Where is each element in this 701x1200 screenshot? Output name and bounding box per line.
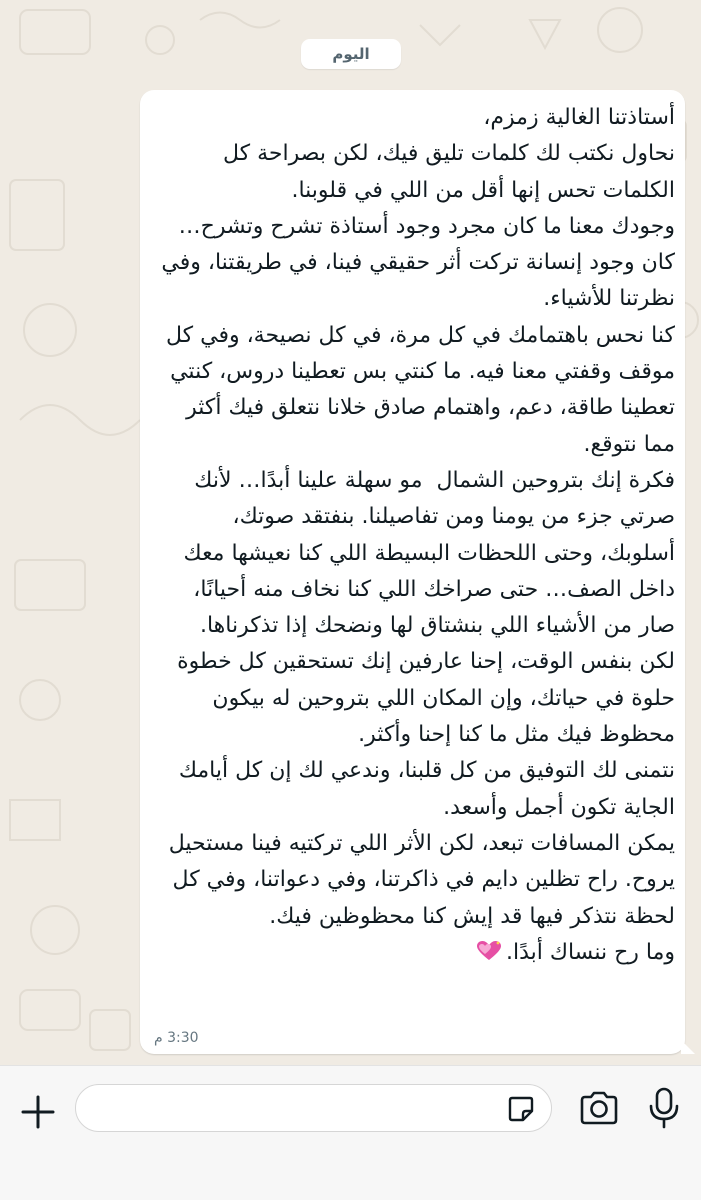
- bubble-tail: [681, 1040, 695, 1054]
- two-hearts-icon: [476, 938, 502, 960]
- composer-bar: [0, 1065, 701, 1200]
- message-text: [152, 100, 675, 971]
- message-bubble[interactable]: [140, 90, 685, 1054]
- message-input[interactable]: [92, 1085, 496, 1133]
- date-separator-chip: اليوم: [301, 39, 401, 69]
- camera-icon[interactable]: [578, 1090, 620, 1126]
- message-input-field[interactable]: [75, 1084, 552, 1132]
- message-timestamp: 3:30 م: [154, 1030, 199, 1046]
- plus-icon[interactable]: [18, 1092, 58, 1132]
- sticker-icon[interactable]: [507, 1095, 535, 1123]
- message-body: أستاذتنا الغالية زمزم، نحاول نكتب لك كلمات تليق فيك، لكن بصراحة كل الكلمات تحس إنها أقل من اللي في قلوبنا. وجودك معنا ما كان مجرد وجود أستاذة تشرح وتشرح… كان وجود إنسانة تركت أثر حقيقي فينا، في طريقتنا، وفي نظرتنا للأشياء. كنا نحس باهتمامك في كل مرة، في كل نصيحة، وفي كل موقف وقفتي معنا فيه. ما كنتي بس تعطينا دروس، كنتي تعطينا طاقة، دعم، واهتمام صادق خلانا نتعلق فيك أكثر مما نتوقع. فكرة إنك بتروحين الشمال مو سهلة علينا أبدًا… لأنك صرتي جزء من يومنا ومن تفاصيلنا. بنفتقد صوتك، أسلوبك، وحتى اللحظات البسيطة اللي كنا نعيشها معك داخل الصف… حتى صراخك اللي كنا نخاف منه أحيانًا، صار من الأشياء اللي بنشتاق لها ونضحك إذا تذكرناها. لكن بنفس الوقت، إحنا عارفين إنك تستحقين كل خطوة حلوة في حياتك، وإن المكان اللي بتروحين له بيكون محظوظ فيك مثل ما كنا إحنا وأكثر. نتمنى لك التوفيق من كل قلبنا، وندعي لك إن كل أيامك الجاية تكون أجمل وأسعد. يمكن المسافات تبعد، لكن الأثر اللي تركتيه فينا مستحيل يروح. راح تظلين دايم في ذاكرتنا، وفي دعواتنا، وفي كل لحظة نتذكر فيها قد إيش كنا محظوظين فيك. وما رح ننساك أبدًا.: [161, 105, 675, 965]
- microphone-icon[interactable]: [648, 1086, 680, 1130]
